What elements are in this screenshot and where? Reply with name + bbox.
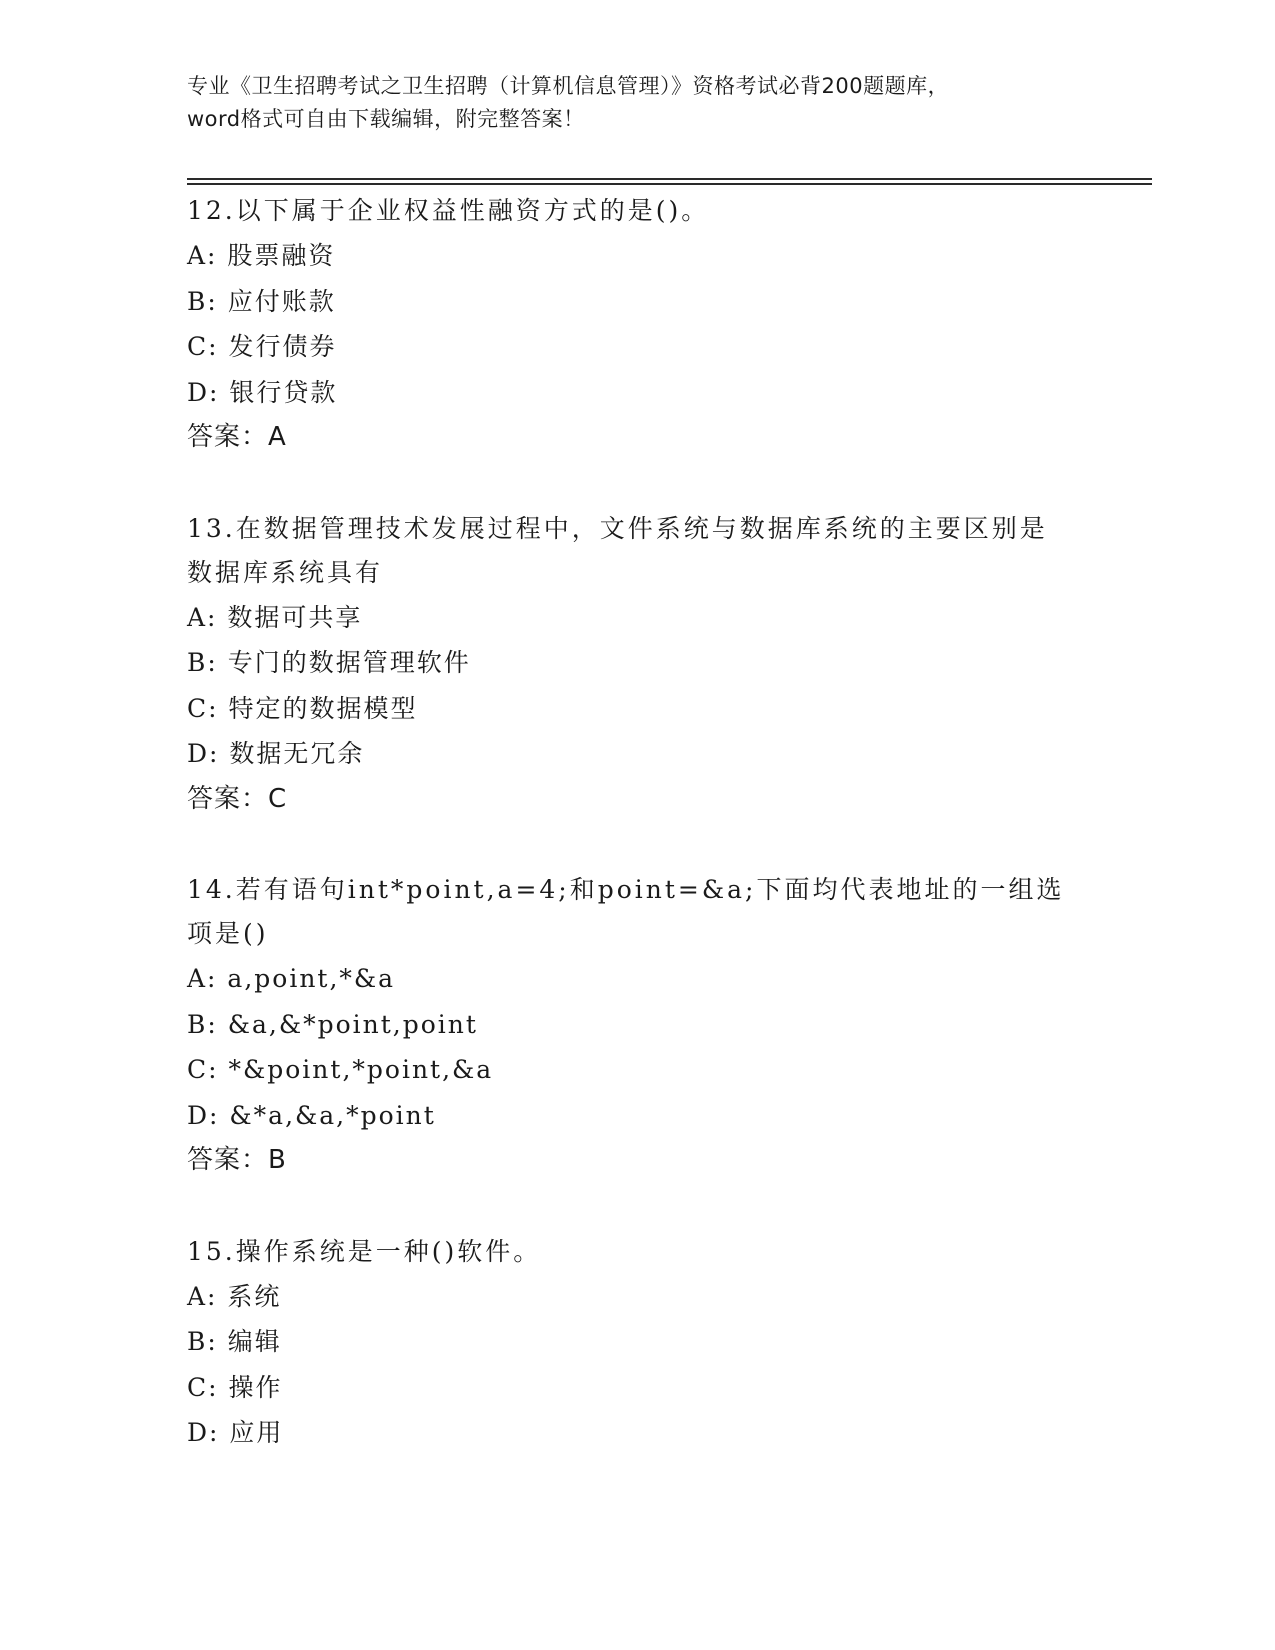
option-a: A: a,point,*&a <box>187 964 396 993</box>
question-stem: 14.若有语句int*point,a=4;和point=&a;下面均代表地址的一组选项是() <box>187 875 1065 948</box>
option-b: B: 编辑 <box>187 1327 282 1356</box>
option-c: C: 特定的数据模型 <box>187 693 418 723</box>
option-b: B: &a,&*point,point <box>187 1009 478 1039</box>
header-line-1: 专业《卫生招聘考试之卫生招聘（计算机信息管理）》资格考试必背200题题库， <box>187 74 950 98</box>
question-stem: 13.在数据管理技术发展过程中，文件系统与数据库系统的主要区别是数据库系统具有 <box>187 513 1048 587</box>
question-stem: 12.以下属于企业权益性融资方式的是()。 <box>187 196 710 225</box>
header-divider-bottom <box>187 183 1152 185</box>
question-15 <box>187 1230 1067 1456</box>
option-a: A: 股票融资 <box>187 241 336 270</box>
question-12 <box>187 189 1067 461</box>
option-a: A: 数据可共享 <box>187 602 363 632</box>
option-c: C: 发行债券 <box>187 332 337 361</box>
question-stem: 15.操作系统是一种()软件。 <box>187 1236 542 1266</box>
option-b: B: 应付账款 <box>187 286 336 316</box>
option-d: D: 应用 <box>187 1418 284 1447</box>
document-header <box>187 70 1087 136</box>
option-d: D: 银行贷款 <box>187 377 338 407</box>
answer-label: 答案：A <box>187 422 287 452</box>
answer-label: 答案：C <box>187 783 288 814</box>
header-divider-top <box>187 178 1152 180</box>
question-list <box>187 189 1067 1502</box>
option-a: A: 系统 <box>187 1281 282 1311</box>
header-line-2: word格式可自由下载编辑，附完整答案！ <box>187 107 585 131</box>
option-b: B: 专门的数据管理软件 <box>187 648 471 677</box>
option-c: C: *&point,*point,&a <box>187 1055 494 1084</box>
option-d: D: 数据无冗余 <box>187 739 365 768</box>
answer-label: 答案：B <box>187 1145 287 1175</box>
option-c: C: 操作 <box>187 1372 283 1402</box>
option-d: D: &*a,&a,*point <box>187 1100 436 1130</box>
question-13 <box>187 507 1067 823</box>
question-14 <box>187 868 1067 1184</box>
